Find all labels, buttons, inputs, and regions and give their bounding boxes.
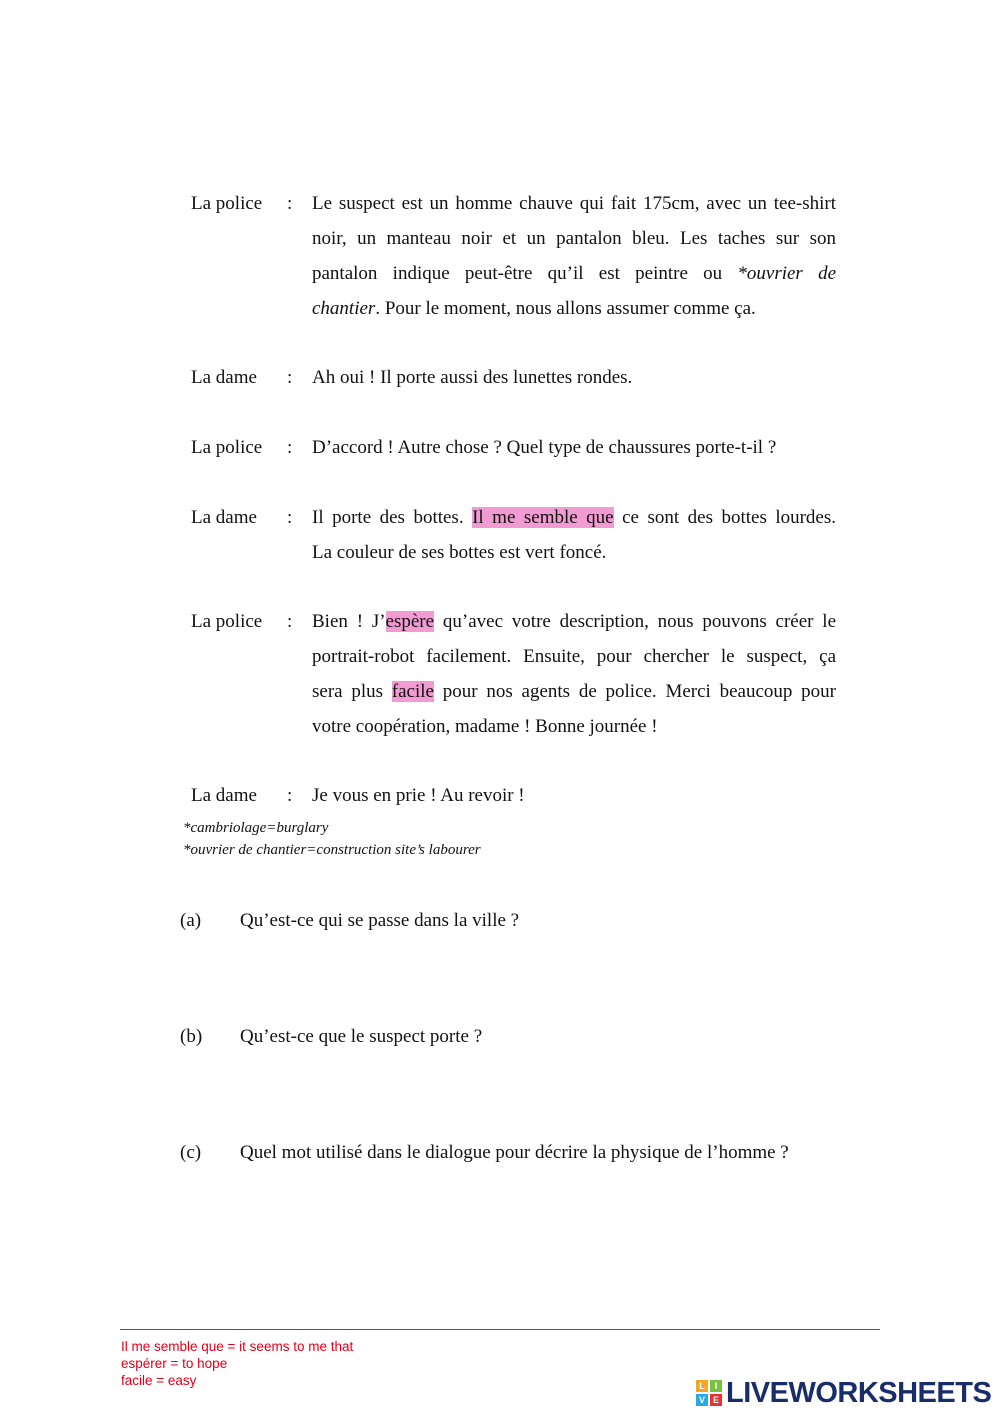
dialogue-line: noir, un manteau noir et un pantalon bleu. Les taches sur son	[312, 228, 836, 249]
dialogue-line	[312, 500, 836, 535]
liveworksheets-logo	[696, 1376, 991, 1410]
dialogue-line	[312, 256, 836, 291]
dialogue-line: Le suspect est un homme chauve qui fait 175cm, avec un tee-shirt	[312, 193, 836, 214]
colon-separator: :	[287, 437, 293, 458]
dialogue-text: pantalon indique peut-être qu’il est peintre ou	[312, 263, 738, 284]
logo-mark-icon	[696, 1380, 722, 1406]
highlighted-word: espère	[385, 611, 435, 632]
dialogue-line: Ah oui ! Il porte aussi des lunettes rondes.	[312, 367, 633, 388]
question-text: Quel mot utilisé dans le dialogue pour décrire la physique de l’homme ?	[240, 1142, 789, 1163]
dialogue-line: La couleur de ses bottes est vert foncé.	[312, 542, 607, 563]
speaker-label: La police	[191, 611, 263, 632]
glossary-line: Il me semble que = it seems to me that	[121, 1339, 354, 1354]
question-text: Qu’est-ce que le suspect porte ?	[240, 1026, 483, 1047]
speaker-label: La dame	[191, 367, 257, 388]
question-label: (c)	[180, 1142, 202, 1163]
colon-separator: :	[287, 785, 293, 806]
dialogue-line	[312, 604, 836, 639]
speaker-label: La dame	[191, 507, 257, 528]
speaker-label: La dame	[191, 785, 257, 806]
footnote: *ouvrier de chantier=construction site’s labourer	[183, 842, 481, 858]
dialogue-text: qu’avec votre description, nous pouvons créer le	[434, 611, 836, 632]
question-text: Qu’est-ce qui se passe dans la ville ?	[240, 910, 520, 931]
dialogue-text: sera plus	[312, 681, 392, 702]
dialogue-text: Il porte des bottes.	[312, 507, 473, 528]
dialogue-text: . Pour le moment, nous allons assumer comme ça.	[375, 298, 756, 319]
glossary-line: facile = easy	[121, 1373, 197, 1388]
dialogue-line: votre coopération, madame ! Bonne journée !	[312, 716, 658, 737]
logo-tile: E	[710, 1394, 722, 1406]
question-label: (a)	[180, 910, 202, 931]
logo-tile: L	[696, 1380, 708, 1392]
footnote: *cambriolage=burglary	[183, 820, 329, 836]
dialogue-line: D’accord ! Autre chose ? Quel type de chaussures porte-t-il ?	[312, 437, 777, 458]
dialogue-line	[312, 674, 836, 709]
glossed-term: *ouvrier de	[737, 263, 837, 284]
dialogue-text: ce sont des bottes lourdes.	[613, 507, 837, 528]
dialogue-text: Bien ! J’	[312, 611, 386, 632]
colon-separator: :	[287, 367, 293, 388]
colon-separator: :	[287, 507, 293, 528]
highlighted-word: facile	[391, 681, 434, 702]
speaker-label: La police	[191, 193, 263, 214]
speaker-label: La police	[191, 437, 263, 458]
colon-separator: :	[287, 611, 293, 632]
dialogue-line: portrait-robot facilement. Ensuite, pour chercher le suspect, ça	[312, 646, 836, 667]
highlighted-phrase: Il me semble que	[472, 507, 614, 528]
dialogue-line	[312, 291, 836, 326]
colon-separator: :	[287, 193, 293, 214]
dialogue-line: Je vous en prie ! Au revoir !	[312, 785, 525, 806]
logo-tile: V	[696, 1394, 708, 1406]
footer-divider	[120, 1329, 880, 1330]
logo-tile: I	[710, 1380, 722, 1392]
glossary-line: espérer = to hope	[121, 1356, 228, 1371]
dialogue-text: pour nos agents de police. Merci beaucoup pour	[433, 681, 836, 702]
brand-name: LIVEWORKSHEETS	[726, 1376, 992, 1409]
question-label: (b)	[180, 1026, 203, 1047]
glossed-term: chantier	[312, 298, 376, 319]
